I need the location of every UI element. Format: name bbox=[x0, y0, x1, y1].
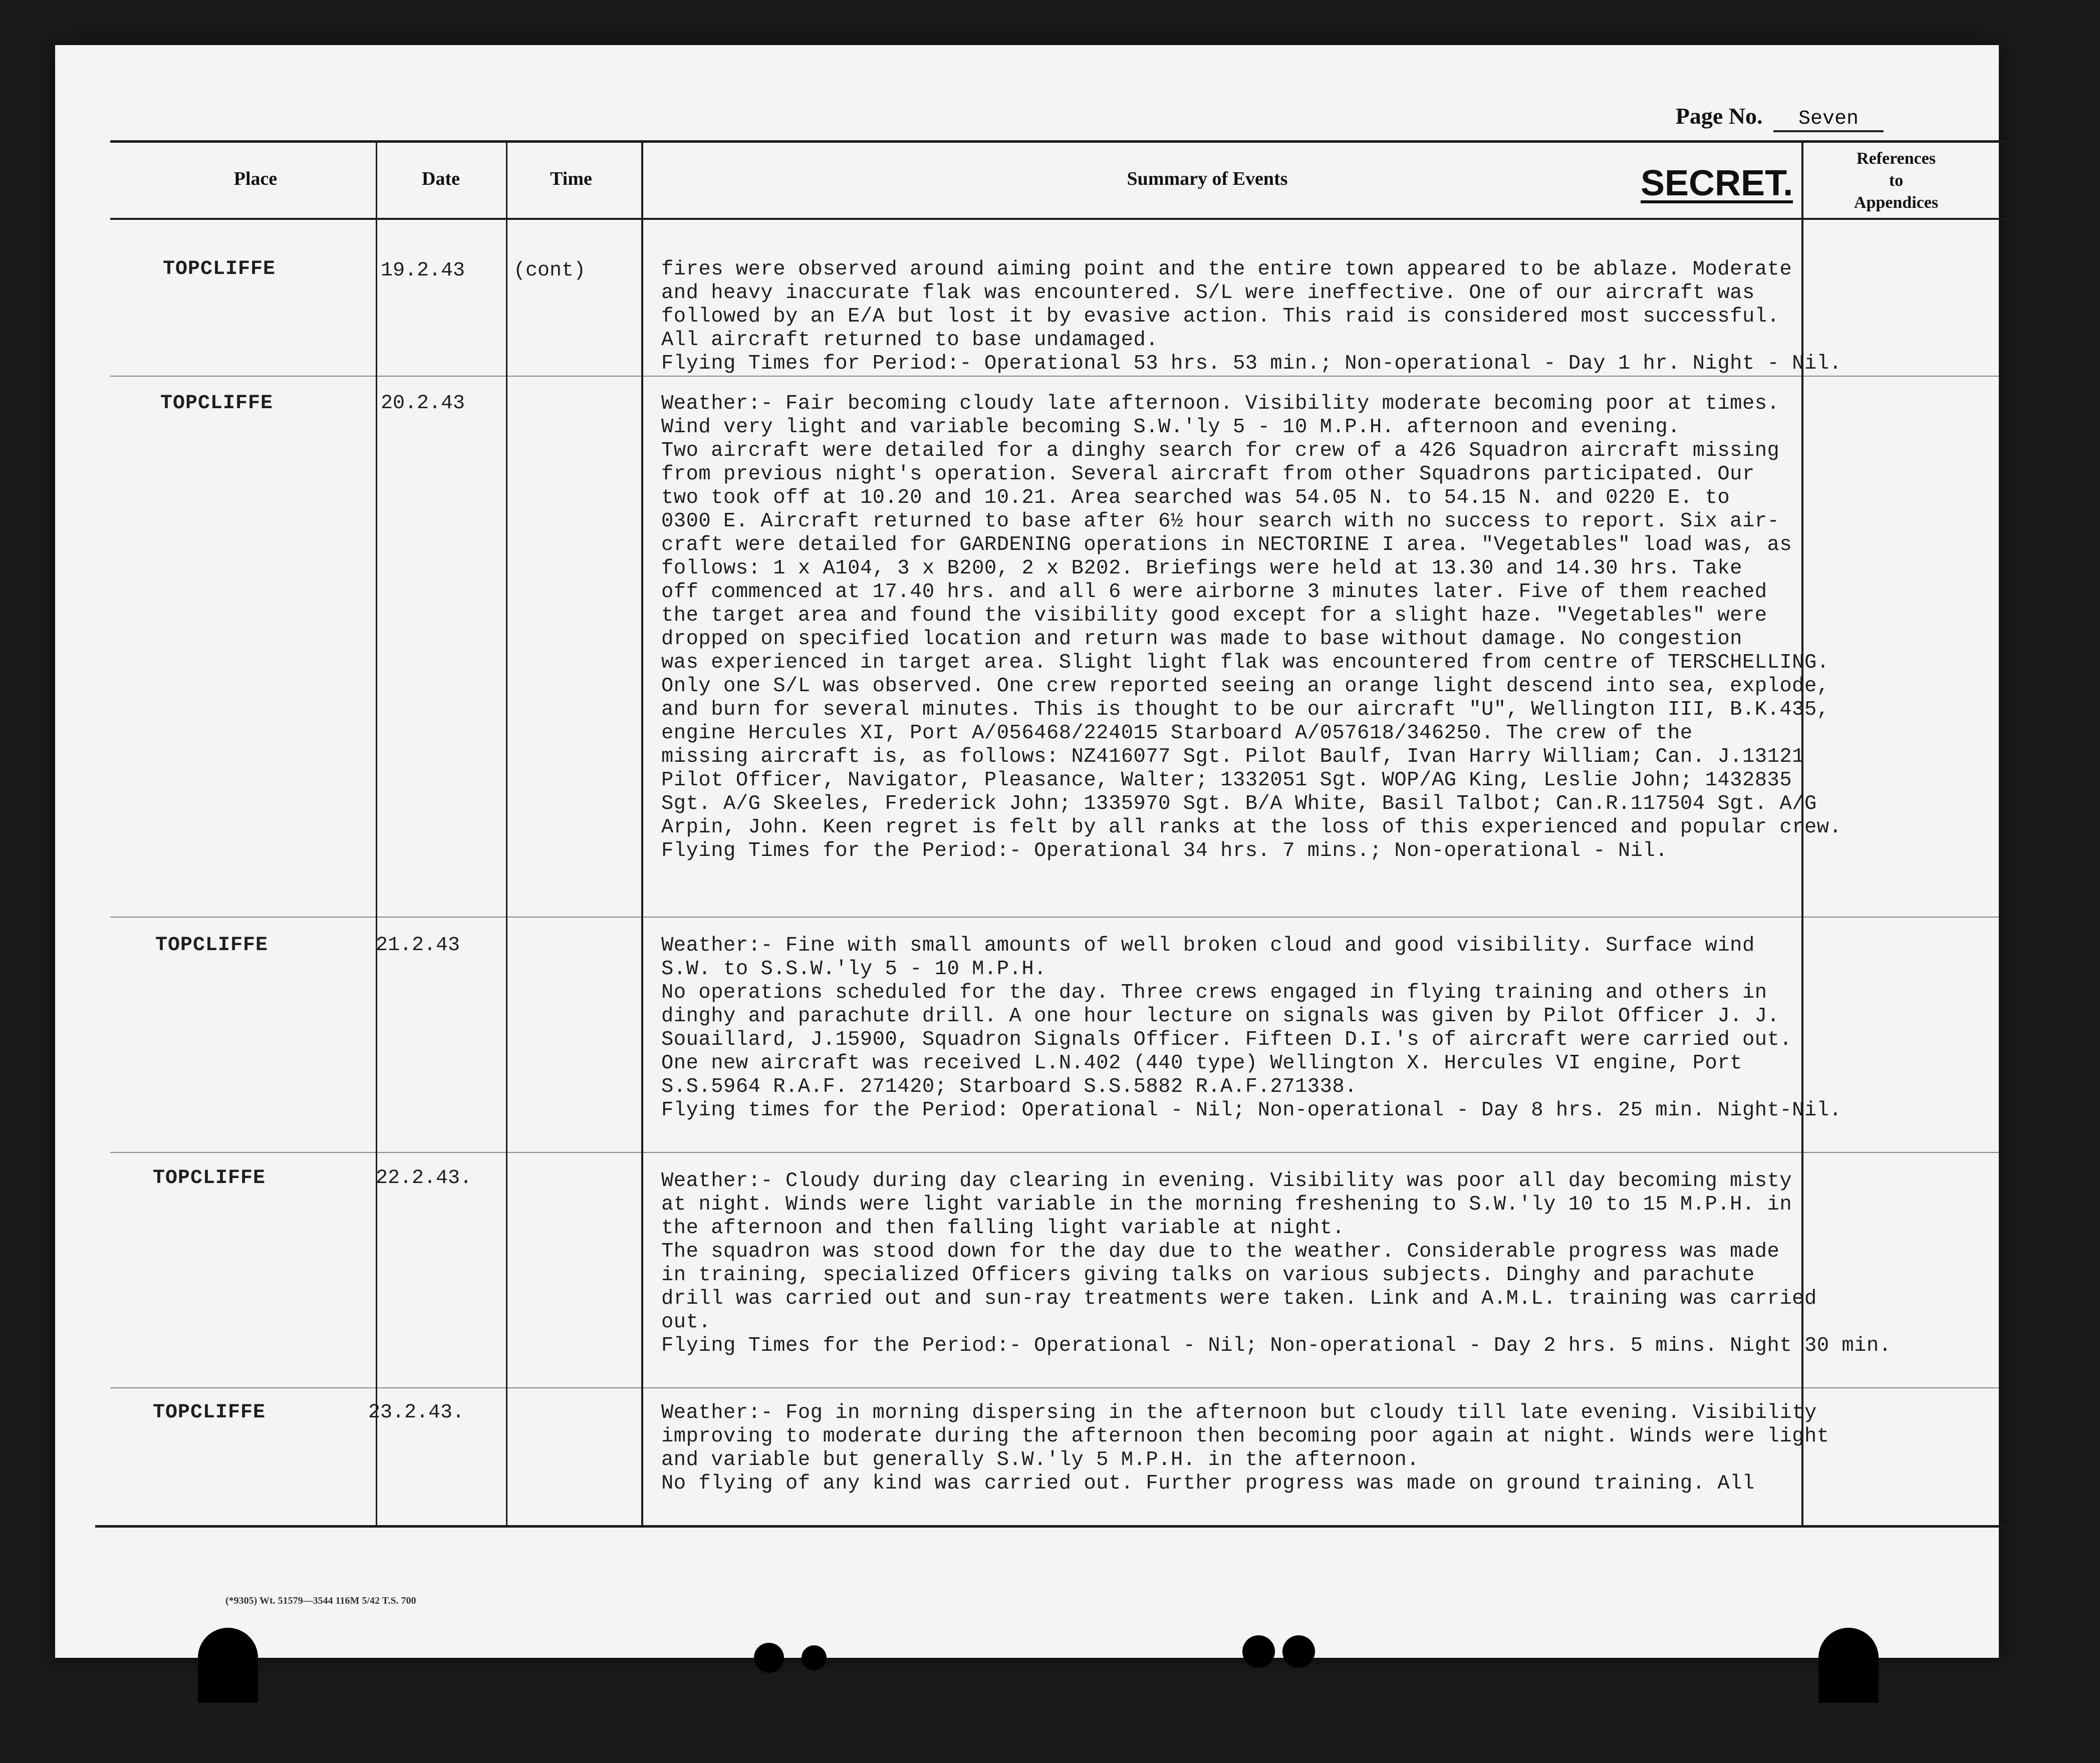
summary-line: No flying of any kind was carried out. Further progress was made on ground training. All bbox=[661, 1472, 1755, 1495]
entry-date: 19.2.43 bbox=[381, 259, 465, 282]
entry-place: TOPCLIFFE bbox=[163, 258, 276, 280]
entry-date: 23.2.43. bbox=[368, 1401, 465, 1424]
punch-hole-center-right-a bbox=[1242, 1635, 1275, 1668]
entry-place: TOPCLIFFE bbox=[153, 1401, 266, 1424]
summary-line: Pilot Officer, Navigator, Pleasance, Walter; 1332051 Sgt. WOP/AG King, Leslie John; 1432835 bbox=[661, 769, 1792, 792]
summary-line: and burn for several minutes. This is thought to be our aircraft "U", Wellington III, B.K.435, bbox=[661, 698, 1829, 721]
entry-place: TOPCLIFFE bbox=[155, 934, 269, 957]
summary-line: Flying Times for the Period:- Operational 34 hrs. 7 mins.; Non-operational - Nil. bbox=[661, 839, 1668, 862]
page-number-label bbox=[1676, 103, 1884, 132]
summary-line: Flying times for the Period: Operational - Nil; Non-operational - Day 8 hrs. 25 min. Night-Nil. bbox=[661, 1099, 1842, 1122]
column-header-place: Place bbox=[233, 168, 278, 189]
summary-line: out. bbox=[661, 1311, 711, 1334]
entry-date: 22.2.43. bbox=[376, 1167, 472, 1190]
summary-line: missing aircraft is, as follows: NZ416077 Sgt. Pilot Baulf, Ivan Harry William; Can. J.13121 bbox=[661, 745, 1804, 768]
summary-line: at night. Winds were light variable in the morning freshening to S.W.'ly 10 to 15 M.P.H. in bbox=[661, 1193, 1792, 1216]
summary-line: Only one S/L was observed. One crew reported seeing an orange light descend into sea, explode, bbox=[661, 675, 1829, 698]
table-bottom-rule bbox=[95, 1525, 2014, 1528]
col-rule-date-time bbox=[506, 140, 507, 1525]
summary-line: The squadron was stood down for the day due to the weather. Considerable progress was made bbox=[661, 1240, 1780, 1263]
punch-hole-center-left-a bbox=[754, 1643, 784, 1673]
summary-line: Flying Times for Period:- Operational 53 hrs. 53 min.; Non-operational - Day 1 hr. Night - Nil. bbox=[661, 352, 1842, 375]
summary-line: fires were observed around aiming point and the entire town appeared to be ablaze. Moderate bbox=[661, 258, 1792, 281]
entry-date: 20.2.43 bbox=[381, 392, 465, 415]
entry-place: TOPCLIFFE bbox=[153, 1167, 266, 1190]
header-bottom-rule bbox=[110, 218, 2039, 220]
summary-line: from previous night's operation. Several aircraft from other Squadrons participated. Our bbox=[661, 463, 1755, 486]
column-header-date: Date bbox=[422, 168, 460, 189]
entry-time: (cont) bbox=[513, 259, 586, 282]
entry-summary bbox=[661, 934, 1864, 1122]
summary-line: drill was carried out and sun-ray treatments were taken. Link and A.M.L. training was carried bbox=[661, 1287, 1817, 1310]
punch-hole-center-right-b bbox=[1282, 1635, 1315, 1668]
column-header-time: Time bbox=[550, 168, 592, 189]
row-separator-1 bbox=[110, 376, 2039, 377]
classification-stamp: SECRET. bbox=[1641, 163, 1793, 203]
row-separator-3 bbox=[110, 1152, 2039, 1153]
summary-line: Weather:- Cloudy during day clearing in evening. Visibility was poor all day becoming misty bbox=[661, 1169, 1792, 1193]
punch-hole-left bbox=[198, 1628, 258, 1703]
entry-summary bbox=[661, 258, 1864, 376]
summary-line: improving to moderate during the afternoon then becoming poor again at night. Winds were light bbox=[661, 1425, 1829, 1448]
page-number-value: Seven bbox=[1773, 108, 1884, 132]
summary-line: S.S.5964 R.A.F. 271420; Starboard S.S.5882 R.A.F.271338. bbox=[661, 1075, 1358, 1098]
column-header-summary: Summary of Events bbox=[1127, 168, 1288, 189]
entry-place: TOPCLIFFE bbox=[160, 392, 274, 415]
summary-line: follows: 1 x A104, 3 x B200, 2 x B202. Briefings were held at 13.30 and 14.30 hrs. Take bbox=[661, 557, 1742, 580]
summary-line: All aircraft returned to base undamaged. bbox=[661, 329, 1159, 352]
summary-line: 0300 E. Aircraft returned to base after 6½ hour search with no success to report. Six air- bbox=[661, 510, 1780, 533]
summary-line: Weather:- Fair becoming cloudy late afternoon. Visibility moderate becoming poor at times. bbox=[661, 392, 1780, 415]
row-separator-2 bbox=[110, 917, 2039, 918]
summary-line: dropped on specified location and return was made to base without damage. No congestion bbox=[661, 628, 1742, 651]
summary-line: craft were detailed for GARDENING operations in NECTORINE I area. "Vegetables" load was, as bbox=[661, 533, 1792, 556]
summary-line: dinghy and parachute drill. A one hour lecture on signals was given by Pilot Officer J. J. bbox=[661, 1005, 1780, 1028]
summary-line: Flying Times for the Period:- Operational - Nil; Non-operational - Day 2 hrs. 5 mins. Night 30 min. bbox=[661, 1334, 1892, 1357]
summary-line: the target area and found the visibility good except for a slight haze. "Vegetables" were bbox=[661, 604, 1767, 627]
entry-date: 21.2.43 bbox=[376, 934, 460, 957]
summary-line: Weather:- Fine with small amounts of well broken cloud and good visibility. Surface wind bbox=[661, 934, 1755, 957]
summary-line: off commenced at 17.40 hrs. and all 6 were airborne 3 minutes later. Five of them reached bbox=[661, 580, 1767, 604]
entry-summary bbox=[661, 392, 1864, 863]
summary-line: Weather:- Fog in morning dispersing in the afternoon but cloudy till late evening. Visibility bbox=[661, 1401, 1817, 1424]
summary-line: Souaillard, J.15900, Squadron Signals Officer. Fifteen D.I.'s of aircraft were carried out. bbox=[661, 1028, 1792, 1051]
column-header-references: References to Appendices bbox=[1854, 149, 1939, 212]
page-label-text: Page No. bbox=[1675, 103, 1763, 129]
entry-summary bbox=[661, 1169, 1892, 1358]
summary-line: Two aircraft were detailed for a dinghy search for crew of a 426 Squadron aircraft missing bbox=[661, 439, 1780, 462]
summary-line: followed by an E/A but lost it by evasive action. This raid is considered most successful. bbox=[661, 305, 1780, 328]
form-code: (*9305) Wt. 51579—3544 116M 5/42 T.S. 700 bbox=[225, 1595, 416, 1606]
summary-line: and variable but generally S.W.'ly 5 M.P.H. in the afternoon. bbox=[661, 1448, 1420, 1472]
punch-hole-center-left-b bbox=[802, 1645, 827, 1670]
summary-line: and heavy inaccurate flak was encountered. S/L were ineffective. One of our aircraft was bbox=[661, 281, 1755, 305]
summary-line: Wind very light and variable becoming S.W.'ly 5 - 10 M.P.H. afternoon and evening. bbox=[661, 416, 1680, 439]
col-rule-time-summary bbox=[641, 140, 643, 1525]
col-rule-place-date bbox=[376, 140, 377, 1525]
summary-line: One new aircraft was received L.N.402 (440 type) Wellington X. Hercules VI engine, Port bbox=[661, 1052, 1742, 1075]
summary-line: engine Hercules XI, Port A/056468/224015 Starboard A/057618/346250. The crew of the bbox=[661, 722, 1693, 745]
summary-line: was experienced in target area. Slight light flak was encountered from centre of TERSCHELLING. bbox=[661, 651, 1829, 674]
summary-line: two took off at 10.20 and 10.21. Area searched was 54.05 N. to 54.15 N. and 0220 E. to bbox=[661, 486, 1730, 509]
summary-line: S.W. to S.S.W.'ly 5 - 10 M.P.H. bbox=[661, 958, 1046, 981]
row-separator-4 bbox=[110, 1387, 2039, 1388]
summary-line: Sgt. A/G Skeeles, Frederick John; 1335970 Sgt. B/A White, Basil Talbot; Can.R.117504 Sgt. A/G bbox=[661, 792, 1817, 815]
summary-line: Arpin, John. Keen regret is felt by all ranks at the loss of this experienced and popular crew. bbox=[661, 816, 1842, 839]
punch-hole-right bbox=[1818, 1628, 1879, 1703]
table-top-rule bbox=[110, 140, 2039, 143]
summary-line: in training, specialized Officers giving talks on various subjects. Dinghy and parachute bbox=[661, 1264, 1755, 1287]
summary-line: No operations scheduled for the day. Three crews engaged in flying training and others in bbox=[661, 981, 1767, 1004]
entry-summary bbox=[661, 1401, 1864, 1496]
summary-line: the afternoon and then falling light variable at night. bbox=[661, 1217, 1345, 1240]
record-sheet bbox=[55, 45, 1999, 1658]
